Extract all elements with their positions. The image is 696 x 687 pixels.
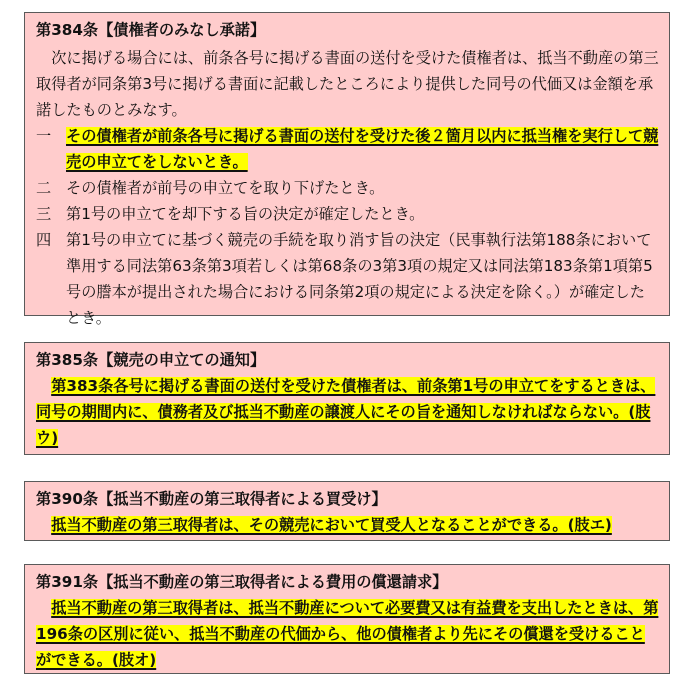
article-384-item-2 (36, 175, 659, 201)
article-384-item-4 (36, 227, 659, 331)
article-390-text: 抵当不動産の第三取得者は、その競売において買受人となることができる。(肢エ) (51, 516, 612, 534)
item-text: 第1号の申立てに基づく競売の手続を取り消す旨の決定（民事執行法第188条において準用する同法第63条第3項若しくは第68条の3第3項の規定又は同法第183条第1項第5号の謄本が提出された場合における同条第2項の規定による決定を除く。）が確定したとき。 (66, 231, 653, 327)
article-384-intro: 次に掲げる場合には、前条各号に掲げる書面の送付を受けた債権者は、抵当不動産の第三取得者が同条第3号に掲げる書面に記載したところにより提供した同号の代価又は金額を承諾したものとみなす。 (36, 49, 659, 119)
article-390-box (24, 481, 670, 541)
article-391-text: 抵当不動産の第三取得者は、抵当不動産について必要費又は有益費を支出したときは、第196条の区別に従い、抵当不動産の代価から、他の債権者より先にその償還を受けることができる。(肢オ) (36, 599, 659, 669)
article-391-box (24, 564, 670, 674)
article-384-item-1 (36, 123, 659, 175)
item-number: 三 (36, 205, 52, 223)
item-number: 四 (36, 231, 52, 249)
article-384-box (24, 12, 670, 327)
item-text: その債権者が前号の申立てを取り下げたとき。 (66, 179, 385, 197)
article-390-title: 第390条【抵当不動産の第三取得者による買受け】 (36, 490, 387, 508)
item-text: 第1号の申立てを却下する旨の決定が確定したとき。 (66, 205, 425, 223)
article-385-box (24, 342, 670, 455)
article-385-text: 第383条各号に掲げる書面の送付を受けた債権者は、前条第1号の申立てをするときは、同号の期間内に、債務者及び抵当不動産の譲渡人にその旨を通知しなければならない。(肢ウ) (36, 377, 656, 447)
item-number: 二 (36, 179, 52, 197)
item-text-highlighted: その債権者が前条各号に掲げる書面の送付を受けた後２箇月以内に抵当権を実行して競売の申立てをしないとき。 (66, 127, 659, 171)
article-391-title: 第391条【抵当不動産の第三取得者による費用の償還請求】 (36, 573, 448, 591)
article-384-item-3 (36, 201, 659, 227)
item-number: 一 (36, 127, 52, 145)
article-385-title: 第385条【競売の申立ての通知】 (36, 351, 266, 369)
article-384-title: 第384条【債権者のみなし承諾】 (36, 21, 266, 39)
